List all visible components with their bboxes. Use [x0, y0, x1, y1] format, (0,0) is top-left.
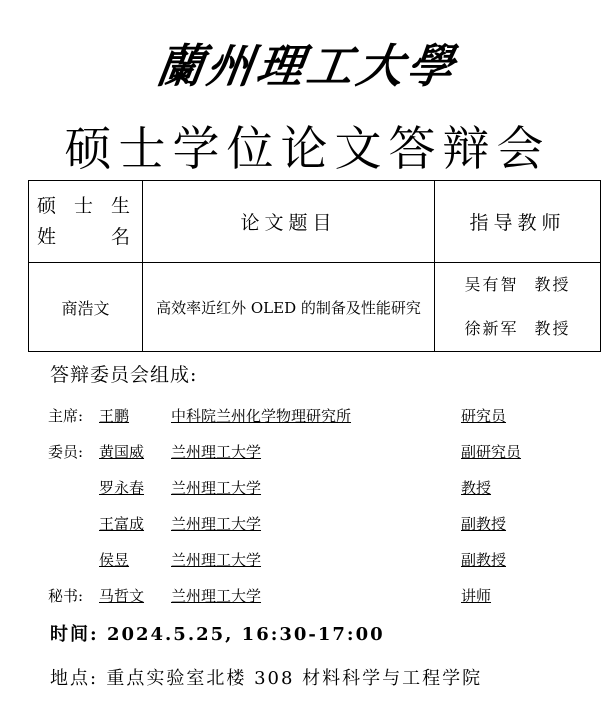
- member-role: 委员:: [48, 443, 84, 461]
- header-student-char: 生: [110, 194, 130, 217]
- member-name: 侯昱: [99, 551, 130, 569]
- committee-member-row: [48, 405, 608, 427]
- member-name: 黄国威: [99, 443, 145, 461]
- committee-member-row: [48, 585, 608, 607]
- committee-member-row: [48, 477, 608, 499]
- university-logo-calligraphy: 蘭州理工大學: [153, 39, 461, 93]
- table-row: [29, 263, 601, 352]
- page-title: 硕士学位论文答辩会: [64, 122, 551, 177]
- member-rank: 研究员: [461, 407, 507, 425]
- supervisor-name: 吴有智: [464, 275, 519, 294]
- committee-member-row: [48, 441, 608, 463]
- supervisor-name: 徐新军: [464, 319, 519, 338]
- supervisor-entry: [435, 307, 600, 351]
- header-student-char: 姓: [37, 225, 57, 248]
- member-rank: 讲师: [461, 587, 492, 605]
- header-student-name: [29, 181, 143, 263]
- header-student-char: 名: [110, 225, 130, 248]
- thesis-title: 高效率近红外 OLED 的制备及性能研究: [143, 263, 435, 352]
- time-value: 2024.5.25, 16:30-17:00: [106, 624, 385, 645]
- member-role: 秘书:: [48, 587, 84, 605]
- member-name: 王富成: [99, 515, 145, 533]
- committee-member-row: [48, 513, 608, 535]
- location-value: 重点实验室北楼 308 材料科学与工程学院: [106, 668, 483, 689]
- supervisor-title: 教授: [534, 319, 571, 338]
- supervisor-title: 教授: [534, 275, 571, 294]
- committee-heading: 答辩委员会组成:: [50, 364, 198, 386]
- committee-member-row: [48, 549, 608, 571]
- member-rank: 副教授: [461, 551, 507, 569]
- defense-time: [50, 620, 385, 646]
- header-thesis-title: 论文题目: [143, 181, 435, 263]
- member-rank: 教授: [461, 479, 492, 497]
- time-label: 时间:: [50, 624, 99, 645]
- header-student-char: 硕: [37, 194, 57, 217]
- table-header-row: [29, 181, 601, 263]
- member-name: 马哲文: [99, 587, 145, 605]
- member-rank: 副研究员: [461, 443, 522, 461]
- student-name: 商浩文: [29, 263, 143, 352]
- header-student-char: 士: [73, 194, 93, 217]
- member-institution: 中科院兰州化学物理研究所: [171, 407, 352, 425]
- supervisor-list: [435, 263, 601, 352]
- defense-location: [50, 664, 482, 690]
- header-supervisor: 指导教师: [435, 181, 601, 263]
- member-institution: 兰州理工大学: [171, 587, 262, 605]
- member-role: 主席:: [48, 407, 84, 425]
- thesis-info-table: [28, 180, 601, 352]
- member-institution: 兰州理工大学: [171, 515, 262, 533]
- location-label: 地点:: [50, 668, 99, 689]
- member-institution: 兰州理工大学: [171, 443, 262, 461]
- member-rank: 副教授: [461, 515, 507, 533]
- member-name: 罗永春: [99, 479, 145, 497]
- member-institution: 兰州理工大学: [171, 479, 262, 497]
- member-institution: 兰州理工大学: [171, 551, 262, 569]
- member-name: 王鹏: [99, 407, 130, 425]
- supervisor-entry: [435, 263, 600, 307]
